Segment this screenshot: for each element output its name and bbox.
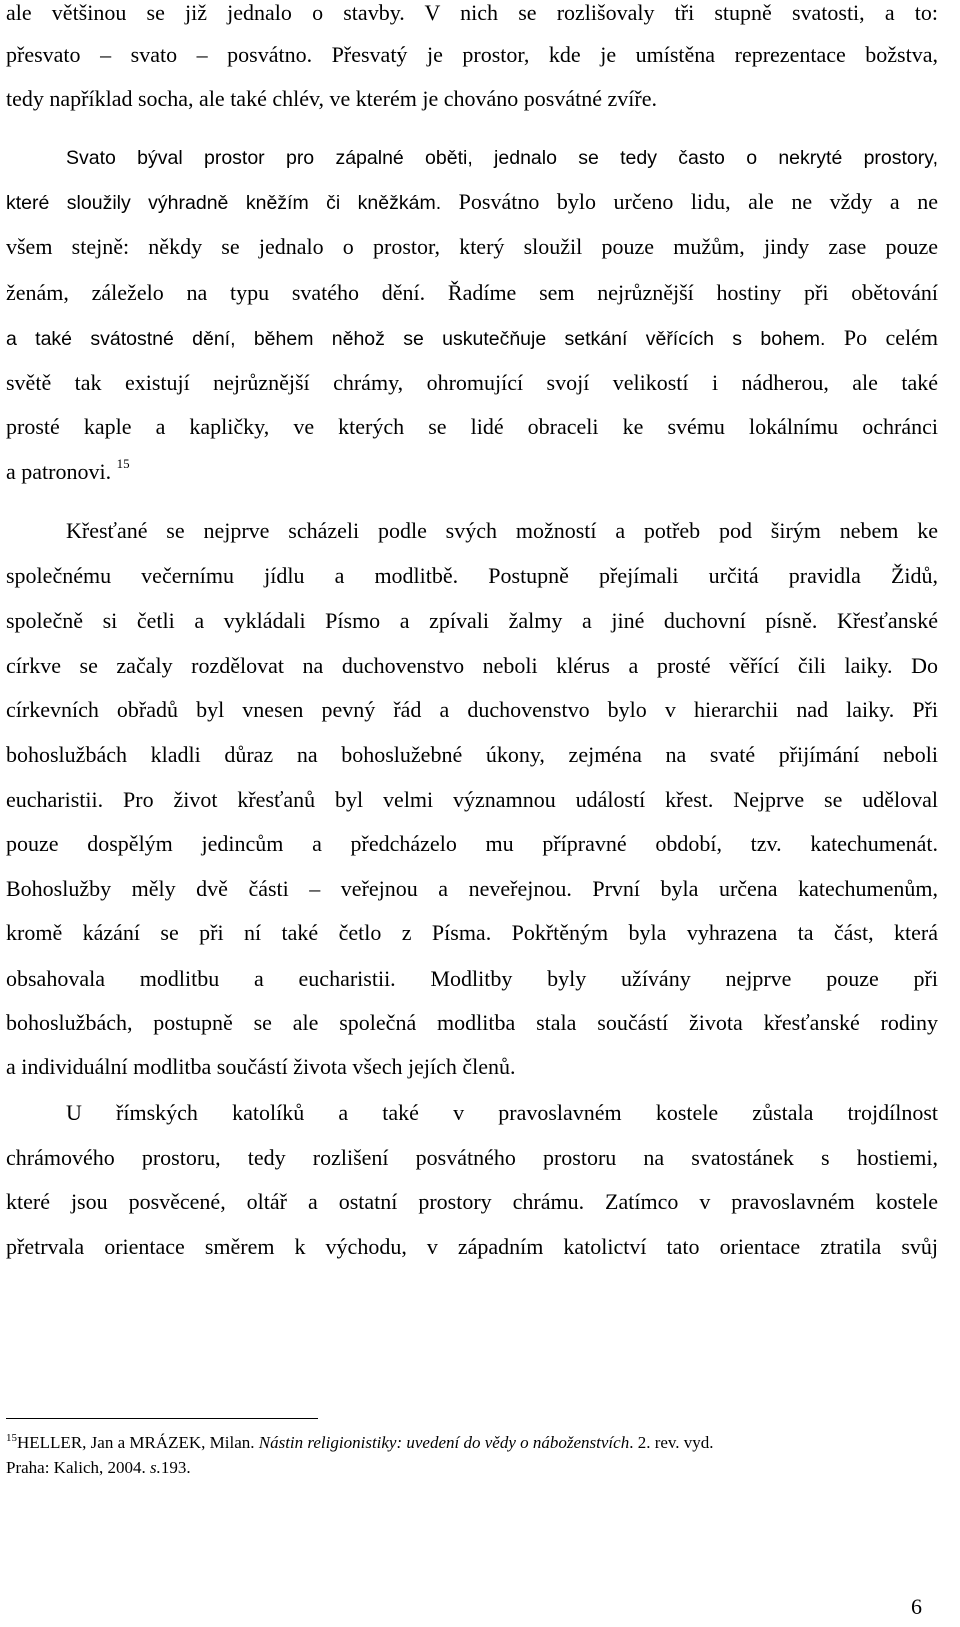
footnote-separator — [6, 1418, 318, 1419]
body-line — [6, 189, 938, 216]
footnote-place-year: Praha: Kalich, 2004. — [6, 1458, 150, 1477]
page-number: 6 — [911, 1594, 922, 1619]
footnote-reference: 15 — [116, 456, 130, 471]
body-line: společnému večernímu jídlu a modlitbě. Postupně přejímali určitá pravidla Židů, — [6, 563, 938, 588]
body-line: Bohoslužby měly dvě části – veřejnou a neveřejnou. První byla určena katechumenům, — [6, 876, 938, 901]
footnote-page-num: 193. — [160, 1458, 191, 1477]
body-line: Svato býval prostor pro zápalné oběti, jednalo se tedy často o nekryté prostory, — [66, 147, 938, 169]
body-line: U římských katolíků a také v pravoslavném kostele zůstala trojdílnost — [66, 1100, 938, 1125]
body-line: pouze dospělým jedincům a předcházelo mu přípravné období, tzv. katechumenát. — [6, 831, 938, 856]
body-line: chrámového prostoru, tedy rozlišení posvátného prostoru na svatostánek s hostiemi, — [6, 1145, 938, 1170]
footnote — [6, 1432, 938, 1456]
footnote-authors: HELLER, Jan a MRÁZEK, Milan. — [17, 1433, 259, 1452]
body-line: církve se začaly rozdělovat na duchovenstvo neboli klérus a prosté věřící čili laiky. Do — [6, 653, 938, 678]
body-line: které jsou posvěcené, oltář a ostatní prostory chrámu. Zatímco v pravoslavném kostele — [6, 1189, 938, 1214]
sans-text: a také svátostné dění, během něhož se uskutečňuje setkání věřících s bohem. — [6, 328, 826, 350]
footnote-continuation — [6, 1457, 938, 1479]
body-line — [6, 325, 938, 352]
body-line: Křesťané se nejprve scházeli podle svých možností a potřeb pod širým nebem ke — [66, 518, 938, 543]
body-line: církevních obřadů byl vnesen pevný řád a duchovenstvo bylo v hierarchii nad laiky. Při — [6, 697, 938, 722]
body-line: přetrvala orientace směrem k východu, v západním katolictví tato orientace ztratila svůj — [6, 1234, 938, 1259]
body-line: tedy například socha, ale také chlév, ve kterém je chováno posvátné zvíře. — [6, 86, 657, 111]
sans-text: které sloužily výhradně kněžím či kněžkám. — [6, 192, 442, 214]
body-line: obsahovala modlitbu a eucharistii. Modlitby byly užívány nejprve pouze při — [6, 966, 938, 991]
serif-text: Posvátno bylo určeno lidu, ale ne vždy a ne — [441, 189, 938, 214]
body-line: světě tak existují nejrůznější chrámy, ohromující svojí velikostí i nádherou, ale také — [6, 370, 938, 395]
body-line: ženám, záleželo na typu svatého dění. Řadíme sem nejrůznější hostiny při obětování — [6, 280, 938, 305]
body-line — [6, 456, 938, 488]
serif-text: Po celém — [825, 325, 938, 350]
body-line: kromě kázání se při ní také četlo z Písma. Pokřtěným byla vyhrazena ta část, která — [6, 920, 938, 945]
body-line: prosté kaple a kapličky, ve kterých se lidé obraceli ke svému lokálnímu ochránci — [6, 414, 938, 439]
body-line: přesvato – svato – posvátno. Přesvatý je prostor, kde je umístěna reprezentace božstva, — [6, 42, 938, 67]
body-line: ale většinou se již jednalo o stavby. V nich se rozlišovaly tři stupně svatosti, a to: — [6, 0, 938, 25]
body-line: eucharistii. Pro život křesťanů byl velmi významnou událostí křest. Nejprve se uděloval — [6, 787, 938, 812]
body-line: společně si četli a vykládali Písmo a zpívali žalmy a jiné duchovní písně. Křesťanské — [6, 608, 938, 633]
footnote-title: Nástin religionistiky: uvedení do vědy o náboženstvích — [258, 1433, 630, 1452]
body-line: a individuální modlitba součástí života všech jejích členů. — [6, 1054, 516, 1079]
body-line: bohoslužbách, postupně se ale společná modlitba stala součástí života křesťanské rodiny — [6, 1010, 938, 1035]
body-line: všem stejně: někdy se jednalo o prostor, který sloužil pouze mužům, jindy zase pouze — [6, 234, 938, 259]
footnote-number: 15 — [6, 1432, 17, 1444]
body-line: bohoslužbách kladli důraz na bohoslužebné úkony, zejména na svaté přijímání neboli — [6, 742, 938, 767]
footnote-edition: . 2. rev. vyd. — [629, 1433, 714, 1452]
serif-text: a patronovi. — [6, 459, 112, 484]
footnote-page-abbr: s. — [150, 1458, 161, 1477]
